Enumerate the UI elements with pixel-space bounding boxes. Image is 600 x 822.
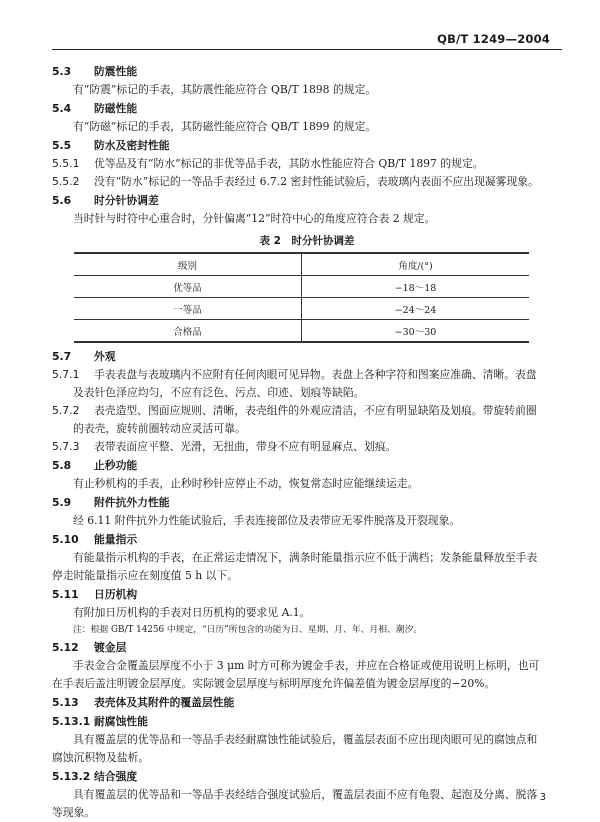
table-cell-angle: −30～30 (302, 320, 530, 343)
section-number: 5.7 (52, 350, 72, 363)
clause-number: 5.5.1 (52, 157, 80, 170)
clause-text: 表壳造型、图面应规则、清晰，表壳组件的外观应清洁，不应有明显缺陷及划痕。带旋转前圈 (94, 404, 537, 417)
table-title: 表 2 时分针协调差 (259, 235, 355, 247)
paragraph-text: 等现象。 (52, 806, 96, 819)
paragraph-text: 有能量指示机构的手表，在正常运走情况下，满条时能量指示应不低于满档；发条能量释放至手表 (73, 551, 538, 564)
paragraph-text: 有附加日历机构的手表对日历机构的要求见 A.1。 (73, 606, 311, 619)
section-number: 5.13 (52, 696, 79, 709)
table-header-grade: 级别 (74, 253, 302, 276)
table-cell-grade: 优等品 (74, 276, 302, 298)
section-number: 5.11 (52, 588, 79, 601)
section-number: 5.9 (52, 496, 72, 509)
section-number: 5.4 (52, 102, 72, 115)
section-number: 5.5 (52, 139, 72, 152)
table-cell-angle: −24～24 (302, 298, 530, 320)
table-cell-angle: −18～18 (302, 276, 530, 298)
section-title: 表壳体及其附件的覆盖层性能 (94, 696, 235, 709)
section-number: 5.3 (52, 65, 72, 78)
table-row (74, 320, 529, 343)
clause-text: 优等品及有“防水”标记的非优等品手表，其防水性能应符合 QB/T 1897 的规定。 (94, 157, 484, 170)
note-text: 注：根据 GB/T 14256 中规定，“日历”所包含的功能为日、星期、月、年、月相、潮汐。 (73, 625, 423, 635)
section-title: 结合强度 (94, 770, 138, 783)
paragraph-text: 有止秒机构的手表，止秒时秒针应停止不动，恢复常态时应能继续运走。 (73, 477, 419, 490)
clause-number: 5.7.3 (52, 440, 80, 453)
section-heading (52, 347, 562, 366)
section-title: 止秒功能 (94, 459, 138, 472)
clause-number: 5.5.2 (52, 175, 80, 188)
paragraph-text: 具有覆盖层的优等品和一等品手表经耐腐蚀性能试验后，覆盖层表面不应出现肉眼可见的腐蚀点和 (73, 733, 538, 746)
section-title: 防磁性能 (94, 102, 138, 115)
paragraph-text: 经 6.11 附件抗外力性能试验后，手表连接部位及表带应无零件脱落及开裂现象。 (73, 514, 461, 527)
table-header-row (74, 253, 529, 276)
section-heading (52, 585, 562, 604)
table-cell-grade: 合格品 (74, 320, 302, 343)
standard-code: QB/T 1249—2004 (437, 32, 550, 46)
paragraph-text: 有“防磁”标记的手表，其防磁性能应符合 QB/T 1899 的规定。 (73, 120, 377, 133)
sections-before-table (52, 62, 562, 228)
document-body (52, 62, 562, 822)
paragraph-text: 具有覆盖层的优等品和一等品手表经结合强度试验后，覆盖层表面不应有龟裂、起泡及分离、脱落 (73, 788, 538, 801)
header-rule (52, 49, 562, 50)
clause-text: 没有“防水”标记的一等品手表经过 6.7.2 密封性能试验后，表玻璃内表面不应出现凝雾现象。 (94, 175, 539, 188)
clause-item (52, 402, 562, 420)
section-heading (52, 191, 562, 210)
section-title: 耐腐蚀性能 (94, 715, 148, 728)
section-title: 防水及密封性能 (94, 139, 170, 152)
clause-item (52, 155, 562, 173)
section-heading (52, 638, 562, 657)
paragraph-text: 的表壳，旋转前圈转动应灵活可靠。 (73, 422, 246, 435)
clause-item (52, 366, 562, 384)
section-heading (52, 99, 562, 118)
table-header-angle: 角度/(°) (302, 253, 530, 276)
section-title: 能量指示 (94, 533, 138, 546)
clause-item (52, 438, 562, 456)
section-heading (52, 712, 562, 731)
paragraph-text: 及表针色泽应均匀，不应有泛色、污点、印迹、划痕等缺陷。 (73, 386, 365, 399)
paragraph-text: 停走时能量指示应在刻度值 5 h 以下。 (52, 569, 239, 582)
section-number: 5.8 (52, 459, 72, 472)
section-title: 外观 (94, 350, 116, 363)
section-title: 时分针协调差 (94, 194, 159, 207)
section-heading (52, 493, 562, 512)
section-number: 5.6 (52, 194, 72, 207)
section-number: 5.13.2 (52, 770, 91, 783)
table-row (74, 276, 529, 298)
section-heading (52, 530, 562, 549)
paragraph-text: 腐蚀沉积物及盐析。 (52, 751, 150, 764)
section-heading (52, 767, 562, 786)
paragraph-text: 手表金合金覆盖层厚度不小于 3 μm 时方可称为镀金手表，并应在合格证或使用说明上标明，也可 (73, 659, 540, 672)
clause-item (52, 173, 562, 191)
deviation-table (74, 252, 529, 343)
clause-number: 5.7.1 (52, 368, 80, 381)
paragraph-text: 在手表后盖注明镀金层厚度。实际镀金层厚度与标明厚度允许偏差值为镀金层厚度的−20%。 (52, 677, 496, 690)
section-title: 附件抗外力性能 (94, 496, 170, 509)
section-heading (52, 456, 562, 475)
section-heading (52, 62, 562, 81)
section-number: 5.13.1 (52, 715, 91, 728)
paragraph-text: 有“防震”标记的手表，其防震性能应符合 QB/T 1898 的规定。 (73, 83, 377, 96)
section-number: 5.10 (52, 533, 79, 546)
clause-number: 5.7.2 (52, 404, 80, 417)
table-row (74, 298, 529, 320)
paragraph-text: 当时针与时符中心重合时，分针偏离“12”时符中心的角度应符合表 2 规定。 (73, 212, 436, 225)
section-title: 镀金层 (94, 641, 127, 654)
table-cell-grade: 一等品 (74, 298, 302, 320)
section-heading (52, 136, 562, 155)
clause-text: 手表表盘与表玻璃内不应附有任何肉眼可见异物。表盘上各种字符和图案应准确、清晰。表盘 (94, 368, 537, 381)
section-heading (52, 693, 562, 712)
clause-text: 表带表面应平整、光滑，无扭曲，带身不应有明显麻点、划痕。 (94, 440, 397, 453)
sections-after-table (52, 347, 562, 822)
section-title: 日历机构 (94, 588, 138, 601)
section-title: 防震性能 (94, 65, 138, 78)
section-number: 5.12 (52, 641, 79, 654)
page-number: 3 (539, 792, 546, 803)
